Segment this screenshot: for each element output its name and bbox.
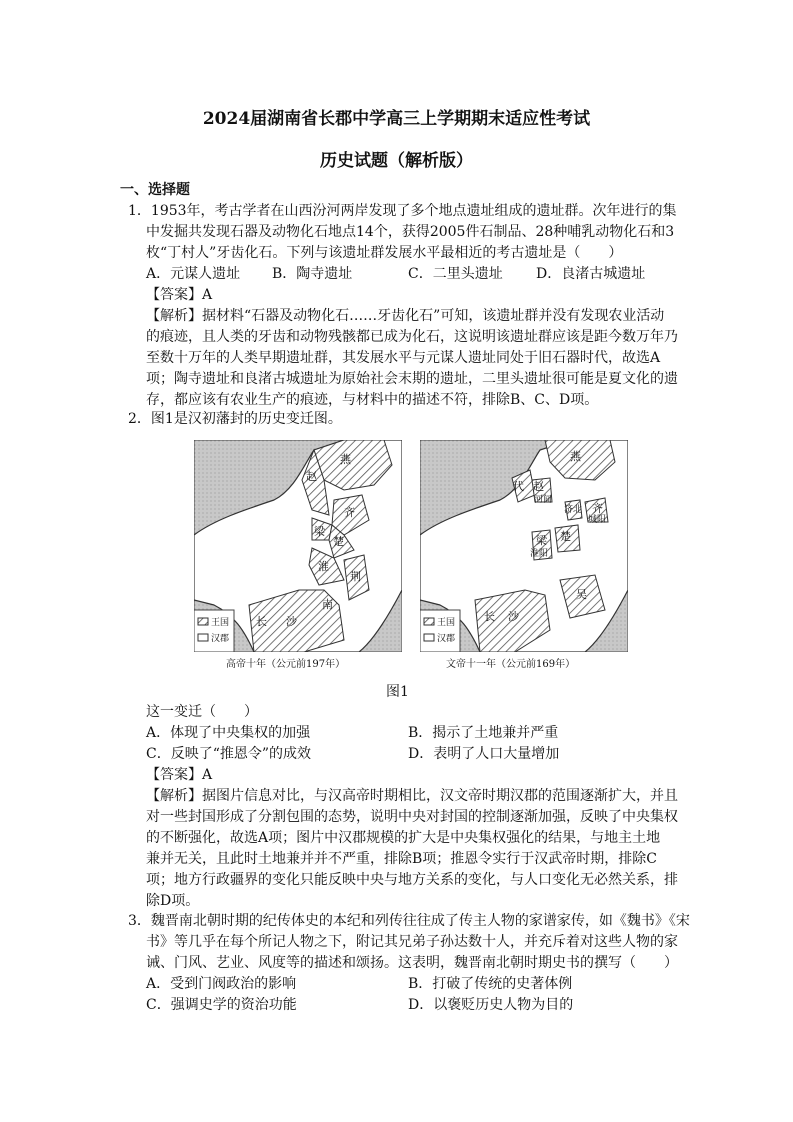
q2-analysis-line: 兼并无关，且此时土地兼并并不严重，排除B项；推恩令实行于汉武帝时期，排除C (146, 851, 657, 867)
q2-analysis-line: 除D项。 (146, 893, 200, 909)
map-left-caption: 高帝十年（公元前197年） (226, 659, 346, 670)
region-label: 楚 (333, 535, 344, 548)
q1-option-a: A．元谋人遗址 (146, 266, 241, 282)
q2-option-a: A．体现了中央集权的加强 (146, 725, 311, 741)
region-label: 荆 (350, 570, 361, 583)
figure-label: 图1 (386, 684, 409, 700)
region-label: 梁 (536, 534, 547, 547)
region-label: 赵 (306, 470, 317, 483)
legend-label: 汉郡 (211, 634, 230, 644)
legend-swatch-kingdom (424, 618, 434, 625)
region-label: 齐 (592, 502, 603, 515)
region-label: 淮阳 (530, 549, 549, 559)
map-wendi-11th-year (420, 440, 628, 652)
region-label: 燕 (340, 453, 351, 466)
q1-line: 枚“丁村人”牙齿化石。下列与该遗址群发展水平最相近的考古遗址是（ ） (146, 245, 623, 261)
region-label: 南 (322, 598, 333, 611)
q3-option-c: C．强调史学的资治功能 (146, 997, 297, 1013)
legend-label: 王国 (211, 618, 230, 628)
q3-option-b: B．打破了传统的史著体例 (408, 976, 573, 992)
region-label: 济北 (564, 505, 583, 515)
q3-line: 书》等几乎在每个所记人物之下，附记其兄弟子孙达数十人，并充斥着对这些人物的家 (146, 934, 678, 950)
legend-label: 王国 (437, 618, 456, 628)
legend-label: 汉郡 (437, 634, 456, 644)
q2-analysis-line: 项；地方行政疆界的变化只能反映中央与地方关系的变化，与人口变化无必然关系，排 (146, 872, 678, 888)
region-label: 河间 (534, 495, 553, 505)
q1-line: 1．1953年，考古学者在山西汾河两岸发现了多个地点遗址组成的遗址群。次年进行的集 (128, 203, 677, 219)
q2-analysis-line: 【解析】据图片信息对比，与汉高帝时期相比，汉文帝时期汉郡的范围逐渐扩大，并且 (146, 788, 678, 804)
region-label: 长 (484, 610, 495, 623)
q1-analysis-line: 至数十万年的人类早期遗址群，其发展水平与元谋人遗址同处于旧石器时代，故选A (146, 350, 661, 366)
q2-answer: 【答案】A (146, 767, 213, 783)
map-legend (194, 610, 234, 652)
q3-line: 诫、门风、艺业、风度等的描述和颂扬。这表明，魏晋南北朝时期史书的撰写（ ） (146, 955, 678, 971)
region-label: 梁 (314, 525, 325, 538)
map-right-caption: 文帝十一年（公元前169年） (446, 659, 576, 670)
legend-swatch-commandery (424, 634, 434, 641)
q2-option-b: B．揭示了土地兼并严重 (408, 725, 559, 741)
q1-line: 中发掘共发现石器及动物化石地点14个，获得2005件石制品、28种哺乳动物化石和3 (146, 224, 675, 240)
q3-line: 3．魏晋南北朝时期的纪传体史的本纪和列传往往成了传主人物的家谱家传，如《魏书》《宋 (128, 913, 690, 929)
q3-option-d: D．以褒贬历史人物为目的 (408, 997, 574, 1013)
q1-analysis-line: 的痕迹，且人类的牙齿和动物残骸都已成为化石，这说明该遗址群应该是距今数万年乃 (146, 329, 678, 345)
q2-option-c: C．反映了“推恩令”的成效 (146, 746, 312, 762)
q2-prompt: 这一变迁（ ） (146, 704, 258, 720)
region-label: 楚 (560, 530, 571, 543)
q2-analysis-line: 的不断强化，故选A项；图片中汉郡规模的扩大是中央集权强化的结果，与地主土地 (146, 830, 661, 846)
q1-option-c: C．二里头遗址 (408, 266, 503, 282)
region-label: 淮 (318, 560, 329, 573)
q1-analysis-line: 【解析】据材料“石器及动物化石……牙齿化石”可知，该遗址群并没有发现农业活动 (146, 308, 665, 324)
q3-option-a: A．受到门阀政治的影响 (146, 976, 297, 992)
legend-swatch-commandery (198, 634, 208, 641)
region-label: 吴 (576, 588, 587, 601)
region-label: 长 (256, 615, 267, 628)
q1-answer: 【答案】A (146, 287, 213, 303)
q1-analysis-line: 存，都应该有农业生产的痕迹，与材料中的描述不符，排除B、C、D项。 (146, 392, 599, 408)
page-subtitle: 历史试题（解析版） (320, 151, 473, 171)
region-label: 燕 (570, 450, 581, 463)
q1-analysis-line: 项；陶寺遗址和良渚古城遗址为原始社会末期的遗址，二里头遗址很可能是夏文化的遗 (146, 371, 678, 387)
region-label: 齐 (344, 506, 355, 519)
region-label: 沙 (286, 615, 297, 628)
q1-option-b: B．陶寺遗址 (272, 266, 353, 282)
region-label: 城阳 (588, 515, 607, 525)
page-title: 2024届湖南省长郡中学高三上学期期末适应性考试 (202, 109, 591, 129)
q1-option-d: D．良渚古城遗址 (536, 266, 646, 282)
map-legend (420, 610, 460, 652)
map-gaodi-10th-year (194, 440, 402, 652)
region-label: 沙 (508, 610, 519, 623)
q2-analysis-line: 对一些封国形成了分割包围的态势，说明中央对封国的控制逐渐加强，反映了中央集权 (146, 809, 678, 825)
region-label: 代 (513, 480, 524, 493)
section-heading: 一、选择题 (120, 182, 190, 198)
q2-option-d: D．表明了人口大量增加 (408, 746, 560, 762)
q2-stem: 2．图1是汉初藩封的历史变迁图。 (128, 411, 342, 427)
legend-swatch-kingdom (198, 618, 208, 625)
region-label: 赵 (533, 480, 544, 493)
